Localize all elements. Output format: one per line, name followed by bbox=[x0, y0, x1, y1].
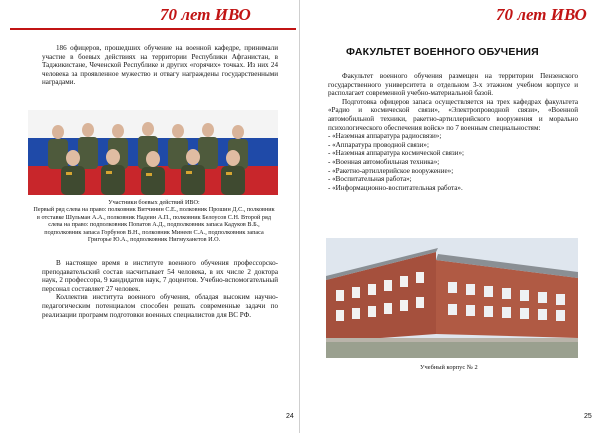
list-item: - «Воспитательная работа»; bbox=[328, 175, 412, 184]
veterans-group-photo bbox=[28, 110, 278, 195]
building-photo-image bbox=[326, 238, 578, 358]
building-photo bbox=[326, 238, 578, 358]
staff-paragraph: В настоящее время в институте военного обучения профессорско-преподавательский состав насчитывает 54 человека, в их числе 2 доктора наук, 2 профессора, 9 кандидатов наук, 7 доцентов. Учебно-вспомогательный персонал составляет 27 человек. Коллектив института военного обучения, обладая высоким научно-педагогическим потенциалом способен решать современные задачи по реализации программ подготовки военных специалистов для ВС РФ. bbox=[42, 259, 278, 319]
list-item: - «Наземная аппаратура радиосвязи»; bbox=[328, 132, 442, 141]
building-caption: Учебный корпус № 2 bbox=[420, 364, 478, 371]
list-item: - «Информационно-воспитательная работа». bbox=[328, 183, 463, 192]
veterans-group-photo-image bbox=[28, 110, 278, 195]
header-title-right: 70 лет ИВО bbox=[496, 5, 587, 24]
list-item: - «Военная автомобильная техника»; bbox=[328, 157, 440, 166]
photo-caption-title: Участники боевых действий ИВО: bbox=[108, 199, 200, 206]
header-title-left: 70 лет ИВО bbox=[160, 5, 251, 24]
specialties-list bbox=[328, 132, 578, 192]
list-item: - «Наземная аппаратура космической связи»; bbox=[328, 149, 464, 158]
photo-caption bbox=[32, 199, 276, 243]
photo-caption-text: Первый ряд слева на право: полковник Витчинин С.Е., полковник Прошин Д.С., полковник в отставке Шульман А.А., полковник Надеин А.П., полковник Белоусов С.Н. Второй ряд слева на право: подполковник Попатов А.Д., подполковник запаса Кадуков В.Б., подполковник запаса Горбунов В.Н., полковник Минеев С.А., подполковник запаса Григорье Ю.А., подполковник Нигмуханетов И.О. bbox=[33, 206, 275, 244]
list-item: - «Ракетно-артиллерийское вооружение»; bbox=[328, 166, 454, 175]
section-title: ФАКУЛЬТЕТ ВОЕННОГО ОБУЧЕНИЯ bbox=[346, 46, 539, 58]
list-item: - «Аппаратура проводной связи»; bbox=[328, 140, 429, 149]
page-number-left: 24 bbox=[286, 413, 294, 420]
faculty-description: Факультет военного обучения размещен на территории Пензенского государственного университета в отдельном 3-х этажном учебном корпусе и располагает современной учебно-материальной базой. Подготовка офицеров запаса осуществляется на трех кафедрах факультета «Радио и космической связи», «Электропроводной связи», «Военной автомобильной техники, ракетно-артиллерийского вооружения и морально психологического обеспечения войск» по 7 военным специальностям: - «Наземная аппаратура радиосвязи»; - «Аппаратура проводной связи»; - «Наземная аппаратура космической связи»; - «Военная автомобильная техника»; - «Ракетно-артиллерийское вооружение»; - «Воспитательная работа»; - «Информационно-воспитательная работа». bbox=[328, 72, 578, 192]
page-number-right: 25 bbox=[584, 413, 592, 420]
intro-paragraph: 186 офицеров, прошедших обучение на военной кафедре, принимали участие в боевых действиях на территории Республики Афганистан, в Таджикистане, Чеченской Республике и других «горячих» точках. Из них 24 человека за проявленное мужество и отвагу награждены государственными наградами. bbox=[42, 44, 278, 87]
header-rule-left bbox=[10, 28, 296, 30]
